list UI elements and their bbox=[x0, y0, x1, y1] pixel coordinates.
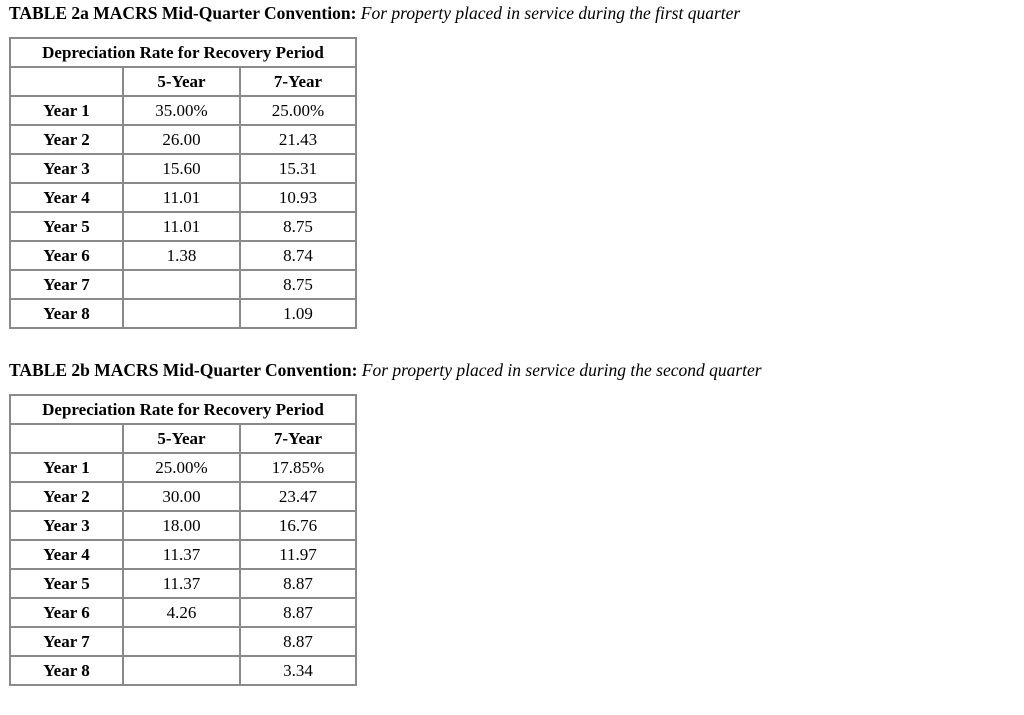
table-row bbox=[10, 656, 356, 685]
seven-year-rate-cell: 8.75 bbox=[240, 212, 356, 241]
five-year-rate-cell bbox=[123, 270, 240, 299]
five-year-rate-cell bbox=[123, 299, 240, 328]
seven-year-rate-cell: 16.76 bbox=[240, 511, 356, 540]
seven-year-rate-cell: 8.87 bbox=[240, 598, 356, 627]
table-2b-caption bbox=[9, 359, 762, 381]
year-cell: Year 3 bbox=[10, 511, 123, 540]
table-2a-caption-title: TABLE 2a MACRS Mid-Quarter Convention: bbox=[9, 3, 357, 23]
year-cell: Year 2 bbox=[10, 482, 123, 511]
table-2a-caption bbox=[9, 2, 740, 24]
year-cell: Year 8 bbox=[10, 656, 123, 685]
table-row bbox=[10, 212, 356, 241]
year-cell: Year 4 bbox=[10, 183, 123, 212]
five-year-rate-cell bbox=[123, 656, 240, 685]
table-2a bbox=[9, 37, 357, 329]
year-cell: Year 7 bbox=[10, 270, 123, 299]
table-row bbox=[10, 125, 356, 154]
five-year-rate-cell: 11.01 bbox=[123, 212, 240, 241]
five-year-rate-cell: 26.00 bbox=[123, 125, 240, 154]
five-year-rate-cell: 35.00% bbox=[123, 96, 240, 125]
year-cell: Year 5 bbox=[10, 212, 123, 241]
five-year-rate-cell: 4.26 bbox=[123, 598, 240, 627]
year-cell: Year 6 bbox=[10, 241, 123, 270]
table-2a-header-title: Depreciation Rate for Recovery Period bbox=[10, 38, 356, 67]
five-year-rate-cell: 30.00 bbox=[123, 482, 240, 511]
table-row bbox=[10, 299, 356, 328]
table-2a-header-7-year: 7-Year bbox=[240, 67, 356, 96]
year-cell: Year 5 bbox=[10, 569, 123, 598]
seven-year-rate-cell: 8.87 bbox=[240, 627, 356, 656]
year-cell: Year 8 bbox=[10, 299, 123, 328]
seven-year-rate-cell: 11.97 bbox=[240, 540, 356, 569]
table-2b-header-blank bbox=[10, 424, 123, 453]
five-year-rate-cell: 11.01 bbox=[123, 183, 240, 212]
table-2a-header-blank bbox=[10, 67, 123, 96]
table-row bbox=[10, 540, 356, 569]
five-year-rate-cell: 15.60 bbox=[123, 154, 240, 183]
table-2b-caption-title: TABLE 2b MACRS Mid-Quarter Convention: bbox=[9, 360, 358, 380]
table-row bbox=[10, 627, 356, 656]
seven-year-rate-cell: 3.34 bbox=[240, 656, 356, 685]
seven-year-rate-cell: 8.74 bbox=[240, 241, 356, 270]
seven-year-rate-cell: 8.87 bbox=[240, 569, 356, 598]
year-cell: Year 7 bbox=[10, 627, 123, 656]
seven-year-rate-cell: 15.31 bbox=[240, 154, 356, 183]
year-cell: Year 1 bbox=[10, 96, 123, 125]
table-row bbox=[10, 96, 356, 125]
five-year-rate-cell: 11.37 bbox=[123, 540, 240, 569]
table-2a-header-5-year: 5-Year bbox=[123, 67, 240, 96]
table-2b-caption-description: For property placed in service during the second quarter bbox=[361, 360, 762, 380]
seven-year-rate-cell: 1.09 bbox=[240, 299, 356, 328]
table-2b-header-5-year: 5-Year bbox=[123, 424, 240, 453]
table-row bbox=[10, 241, 356, 270]
seven-year-rate-cell: 8.75 bbox=[240, 270, 356, 299]
year-cell: Year 4 bbox=[10, 540, 123, 569]
table-2b-header-7-year: 7-Year bbox=[240, 424, 356, 453]
table-2b-body bbox=[10, 453, 356, 685]
table-2b-header-title: Depreciation Rate for Recovery Period bbox=[10, 395, 356, 424]
five-year-rate-cell: 1.38 bbox=[123, 241, 240, 270]
five-year-rate-cell bbox=[123, 627, 240, 656]
table-row bbox=[10, 270, 356, 299]
five-year-rate-cell: 25.00% bbox=[123, 453, 240, 482]
table-2a-caption-description: For property placed in service during the first quarter bbox=[360, 3, 741, 23]
five-year-rate-cell: 11.37 bbox=[123, 569, 240, 598]
five-year-rate-cell: 18.00 bbox=[123, 511, 240, 540]
table-row bbox=[10, 453, 356, 482]
year-cell: Year 3 bbox=[10, 154, 123, 183]
seven-year-rate-cell: 17.85% bbox=[240, 453, 356, 482]
year-cell: Year 2 bbox=[10, 125, 123, 154]
table-row bbox=[10, 598, 356, 627]
table-row bbox=[10, 569, 356, 598]
table-row bbox=[10, 183, 356, 212]
year-cell: Year 1 bbox=[10, 453, 123, 482]
seven-year-rate-cell: 25.00% bbox=[240, 96, 356, 125]
table-row bbox=[10, 511, 356, 540]
table-2a-body bbox=[10, 96, 356, 328]
seven-year-rate-cell: 10.93 bbox=[240, 183, 356, 212]
table-row bbox=[10, 154, 356, 183]
seven-year-rate-cell: 21.43 bbox=[240, 125, 356, 154]
seven-year-rate-cell: 23.47 bbox=[240, 482, 356, 511]
year-cell: Year 6 bbox=[10, 598, 123, 627]
table-2b bbox=[9, 394, 357, 686]
table-row bbox=[10, 482, 356, 511]
